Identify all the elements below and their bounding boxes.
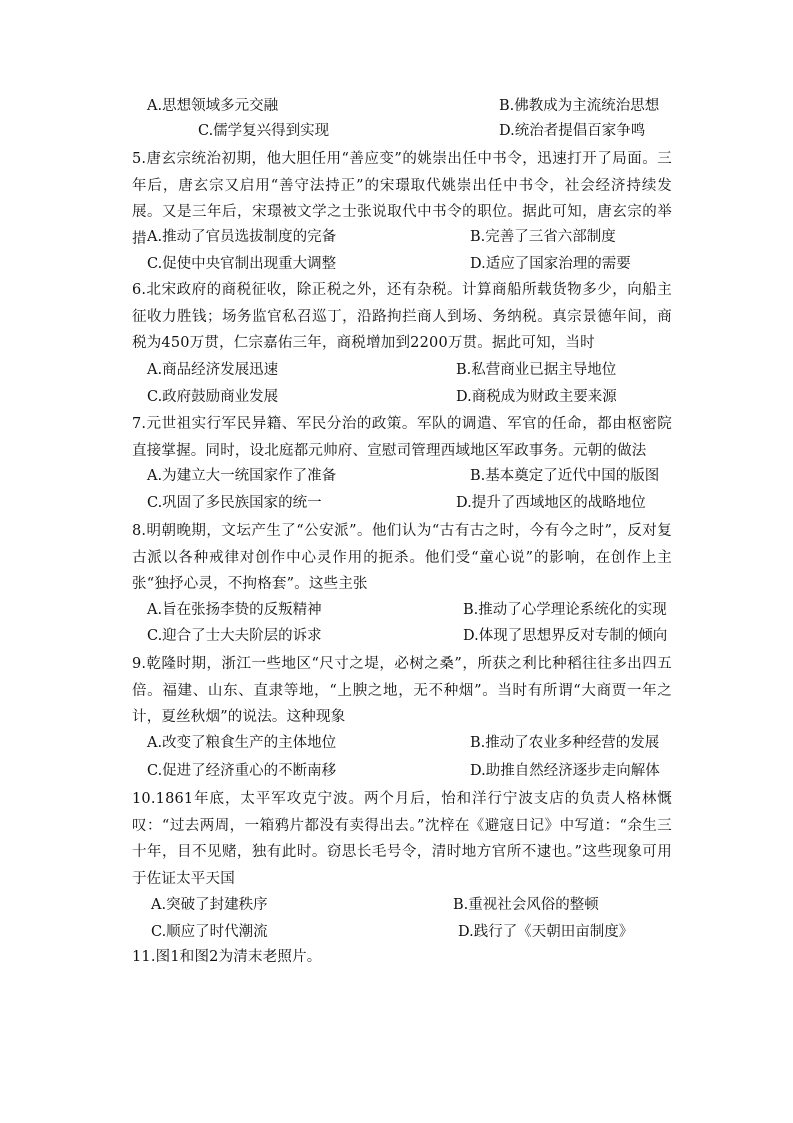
q7-option-d: D.提升了西域地区的战略地位	[456, 495, 646, 511]
q7-option-b: B.基本奠定了近代中国的版图	[470, 468, 660, 484]
q8-option-c: C.迎合了士大夫阶层的诉求	[147, 628, 322, 644]
q8-option-d: D.体现了思想界反对专制的倾向	[463, 628, 668, 644]
q5-option-d: D.适应了国家治理的需要	[470, 256, 631, 272]
q9-option-a: A.改变了粮食生产的主体地位	[147, 735, 337, 751]
q4-option-c: C.儒学复兴得到实现	[198, 123, 330, 139]
question-10-stem: 10.1861年底，太平军攻克宁波。两个月后，怡和洋行宁波支店的负责人格林慨叹：“过去两周，一箱鸦片都没有卖得出去。”沈梓在《避寇日记》中写道：“余生三十年，目不见赌，独有此时。窃思长毛号令，清时地方官所不逮也。”这些现象可用于佐证太平天国	[132, 791, 672, 887]
question-7-stem: 7.元世祖实行军民异籍、军民分治的政策。军队的调遣、军官的任命，都由枢密院直接掌握。同时，设北庭都元帅府、宣慰司管理西域地区军政事务。元朝的做法	[132, 416, 672, 459]
q6-option-d: D.商税成为财政主要来源	[456, 389, 617, 405]
q10-option-d: D.践行了《天朝田亩制度》	[458, 924, 634, 940]
q7-option-a: A.为建立大一统国家作了准备	[147, 468, 337, 484]
q10-option-a: A.突破了封建秩序	[151, 897, 268, 913]
q8-option-a: A.旨在张扬李贽的反叛精神	[147, 602, 322, 618]
q4-option-a: A.思想领域多元交融	[147, 98, 279, 114]
q6-option-a: A.商品经济发展迅速	[147, 362, 279, 378]
q7-option-c: C.巩固了多民族国家的统一	[147, 495, 322, 511]
question-11-stem: 11.图1和图2为清末老照片。	[132, 949, 322, 965]
q4-option-d: D.统治者提倡百家争鸣	[499, 123, 646, 139]
q5-option-b: B.完善了三省六部制度	[470, 229, 616, 245]
q9-option-c: C.促进了经济重心的不断南移	[147, 763, 337, 779]
question-8-stem: 8.明朝晚期，文坛产生了“公安派”。他们认为“古有古之时，今有今之时”，反对复古派以各种戒律对创作中心灵作用的扼杀。他们受“童心说”的影响，在创作上主张“独抒心灵，不拘格套”。这些主张	[132, 523, 672, 592]
q8-option-b: B.推动了心学理论系统化的实现	[463, 602, 667, 618]
question-9-stem: 9.乾隆时期，浙江一些地区“尺寸之堤，必树之桑”，所获之利比种稻往往多出四五倍。福建、山东、直隶等地，“上腴之地，无不种烟”。当时有所谓“大商贾一年之计，夏丝秋烟”的说法。这种现象	[132, 656, 672, 725]
question-5-stem: 5.唐玄宗统治初期，他大胆任用“善应变”的姚崇出任中书令，迅速打开了局面。三年后，唐玄宗又启用“善守法持正”的宋璟取代姚崇出任中书令，社会经济持续发展。又是三年后，宋璟被文学之士张说取代中书令的职位。据此可知，唐玄宗的举措	[132, 151, 672, 247]
q5-option-a: A.推动了官员选拔制度的完备	[147, 229, 337, 245]
q9-option-b: B.推动了农业多种经营的发展	[470, 735, 660, 751]
q6-option-b: B.私营商业已据主导地位	[456, 362, 617, 378]
question-6-stem: 6.北宋政府的商税征收，除正税之外，还有杂税。计算商船所载货物多少，向船主征收力胜钱；场务监官私召巡丁，沿路拘拦商人到场、务纳税。真宗景德年间，商税为450万贯，仁宗嘉佑三年，商税增加到2200万贯。据此可知，当时	[132, 282, 672, 351]
q6-option-c: C.政府鼓励商业发展	[147, 389, 279, 405]
q10-option-c: C.顺应了时代潮流	[151, 924, 268, 940]
q9-option-d: D.助推自然经济逐步走向解体	[470, 763, 660, 779]
q5-option-c: C.促使中央官制出现重大调整	[147, 256, 337, 272]
q4-option-b: B.佛教成为主流统治思想	[499, 98, 660, 114]
q10-option-b: B.重视社会风俗的整顿	[453, 897, 599, 913]
